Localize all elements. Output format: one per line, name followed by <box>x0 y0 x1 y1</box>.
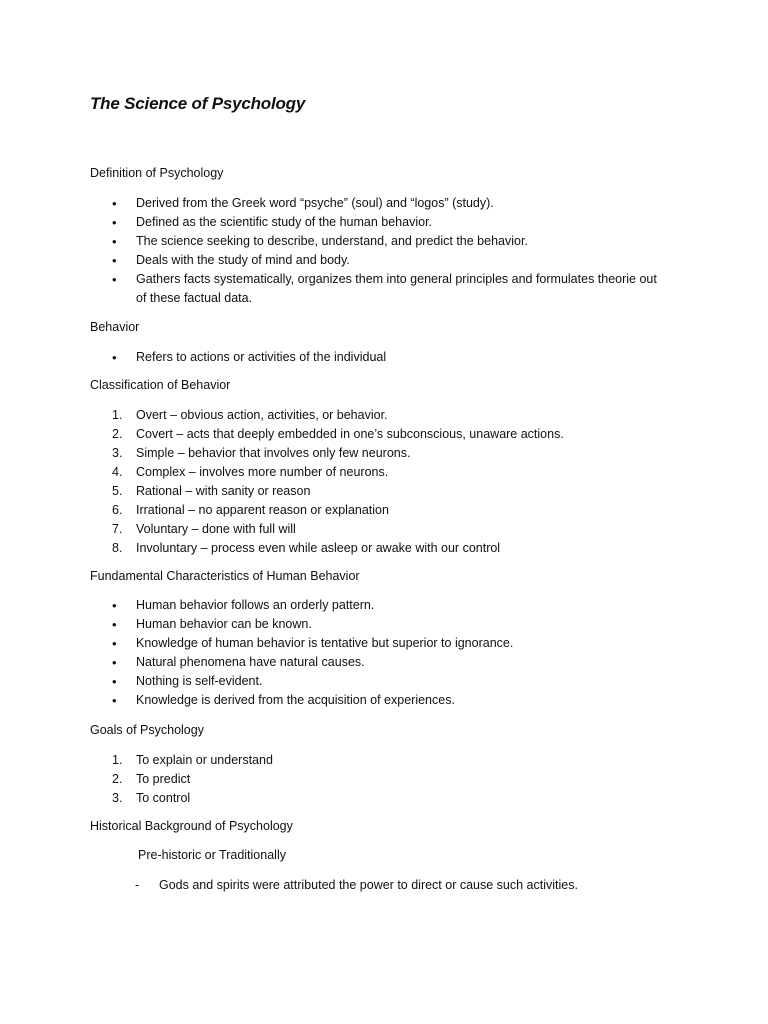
list-item-text: Simple – behavior that involves only few neurons. <box>136 446 411 460</box>
bullet-marker: • <box>112 655 117 670</box>
list-item <box>0 634 513 653</box>
list-item-text: Nothing is self-evident. <box>136 674 263 688</box>
behavior-list <box>0 348 386 367</box>
list-item-text: Defined as the scientific study of the human behavior. <box>136 215 433 229</box>
bullet-marker: • <box>112 636 117 651</box>
list-item-text: The science seeking to describe, understand, and predict the behavior. <box>136 234 528 248</box>
bullet-marker: • <box>112 617 117 632</box>
bullet-marker: • <box>112 215 117 230</box>
list-item <box>0 789 273 808</box>
list-item <box>0 251 657 270</box>
list-item-text: Knowledge of human behavior is tentative but superior to ignorance. <box>136 636 514 650</box>
bullet-marker: • <box>112 598 117 613</box>
number-marker: 2. <box>112 772 123 786</box>
list-item <box>0 672 513 691</box>
list-item-text: Deals with the study of mind and body. <box>136 253 350 267</box>
classification-list <box>0 406 564 558</box>
bullet-marker: • <box>112 272 117 287</box>
list-item <box>0 444 564 463</box>
list-item <box>0 482 564 501</box>
list-item <box>0 232 657 251</box>
list-item <box>0 501 564 520</box>
list-item-text: Gathers facts systematically, organizes them into general principles and formulates theorie out <box>136 272 657 286</box>
number-marker: 3. <box>112 446 123 460</box>
fundamental-list <box>0 596 513 710</box>
list-item-text: Natural phenomena have natural causes. <box>136 655 365 669</box>
document-title: The Science of Psychology <box>90 94 306 113</box>
bullet-marker: • <box>112 693 117 708</box>
bullet-marker: • <box>112 234 117 249</box>
list-item-text: Rational – with sanity or reason <box>136 484 311 498</box>
list-item <box>0 691 513 710</box>
list-item <box>0 596 513 615</box>
bullet-marker: • <box>112 253 117 268</box>
bullet-marker: • <box>112 196 117 211</box>
goals-list <box>0 751 273 808</box>
list-item-text: Involuntary – process even while asleep or awake with our control <box>136 541 501 555</box>
section-heading-definition: Definition of Psychology <box>90 166 224 180</box>
list-item <box>0 615 513 634</box>
list-item-text: Complex – involves more number of neurons. <box>136 465 389 479</box>
list-item <box>0 520 564 539</box>
bullet-marker: • <box>112 350 117 365</box>
section-heading-behavior: Behavior <box>90 320 140 334</box>
definition-list <box>0 194 657 308</box>
list-item-text-continued: of these factual data. <box>136 291 253 305</box>
list-item <box>0 348 386 367</box>
list-item-text: Overt – obvious action, activities, or behavior. <box>136 408 388 422</box>
list-item-text: To control <box>136 791 191 805</box>
list-item <box>0 213 657 232</box>
list-item-text: Human behavior follows an orderly pattern. <box>136 598 375 612</box>
number-marker: 1. <box>112 408 123 422</box>
list-item <box>0 406 564 425</box>
list-item <box>0 539 564 558</box>
dash-marker: - <box>135 878 140 892</box>
list-item <box>0 770 273 789</box>
section-heading-historical: Historical Background of Psychology <box>90 819 293 833</box>
section-heading-classification: Classification of Behavior <box>90 378 231 392</box>
list-item <box>0 653 513 672</box>
number-marker: 6. <box>112 503 123 517</box>
number-marker: 7. <box>112 522 123 536</box>
list-item-text: Voluntary – done with full will <box>136 522 296 536</box>
list-item <box>0 194 657 213</box>
list-item-text: Derived from the Greek word “psyche” (soul) and “logos” (study). <box>136 196 494 210</box>
list-item-text: Refers to actions or activities of the individual <box>136 350 387 364</box>
list-item-text: To explain or understand <box>136 753 273 767</box>
section-heading-goals: Goals of Psychology <box>90 723 204 737</box>
list-item-text: Knowledge is derived from the acquisition of experiences. <box>136 693 455 707</box>
list-item-text: Human behavior can be known. <box>136 617 312 631</box>
number-marker: 8. <box>112 541 123 555</box>
list-item-text: Gods and spirits were attributed the power to direct or cause such activities. <box>159 878 578 892</box>
number-marker: 1. <box>112 753 123 767</box>
list-item <box>0 876 578 895</box>
number-marker: 4. <box>112 465 123 479</box>
list-item <box>0 463 564 482</box>
list-item <box>0 751 273 770</box>
list-item-text: Covert – acts that deeply embedded in one’s subconscious, unaware actions. <box>136 427 564 441</box>
subheading-prehistoric: Pre-historic or Traditionally <box>138 848 286 862</box>
historical-list <box>0 876 578 895</box>
list-item-text: Irrational – no apparent reason or explanation <box>136 503 389 517</box>
number-marker: 3. <box>112 791 123 805</box>
number-marker: 5. <box>112 484 123 498</box>
bullet-marker: • <box>112 674 117 689</box>
number-marker: 2. <box>112 427 123 441</box>
section-heading-fundamental: Fundamental Characteristics of Human Behavior <box>90 569 360 583</box>
list-item-text: To predict <box>136 772 191 786</box>
list-item <box>0 425 564 444</box>
list-item <box>0 270 657 308</box>
